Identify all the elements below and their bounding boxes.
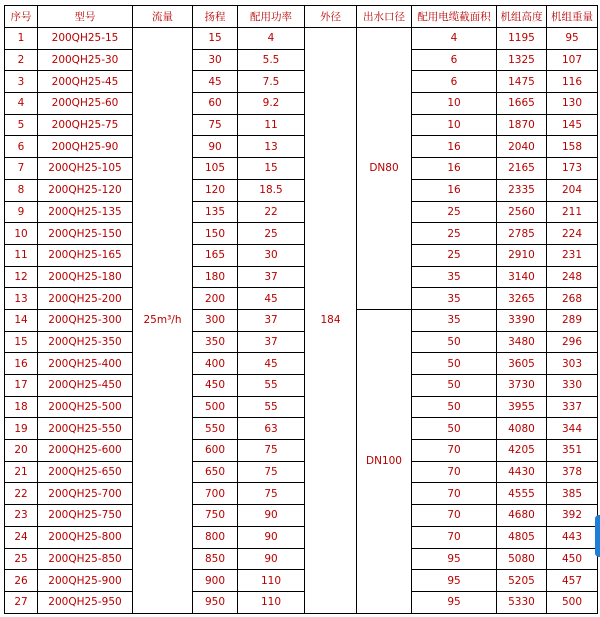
- power-cell: 75: [238, 483, 305, 505]
- head-cell: 400: [193, 353, 238, 375]
- head-cell: 600: [193, 440, 238, 462]
- height-cell: 1195: [497, 28, 547, 50]
- model-cell: 200QH25-300: [38, 309, 133, 331]
- weight-cell: 130: [547, 93, 598, 115]
- row-number-cell: 3: [5, 71, 38, 93]
- model-cell: 200QH25-135: [38, 201, 133, 223]
- power-cell: 11: [238, 114, 305, 136]
- row-number-cell: 18: [5, 396, 38, 418]
- table-row: [5, 418, 598, 440]
- table-row: [5, 440, 598, 462]
- side-tab-handle[interactable]: [595, 515, 600, 557]
- model-cell: 200QH25-400: [38, 353, 133, 375]
- head-cell: 700: [193, 483, 238, 505]
- cable-cell: 16: [412, 136, 497, 158]
- model-cell: 200QH25-60: [38, 93, 133, 115]
- model-cell: 200QH25-30: [38, 49, 133, 71]
- head-cell: 750: [193, 505, 238, 527]
- height-cell: 2165: [497, 158, 547, 180]
- table-row: [5, 331, 598, 353]
- weight-cell: 378: [547, 461, 598, 483]
- model-cell: 200QH25-800: [38, 526, 133, 548]
- row-number-cell: 14: [5, 309, 38, 331]
- table-row: [5, 396, 598, 418]
- head-cell: 200: [193, 288, 238, 310]
- table-row: [5, 93, 598, 115]
- header-cell: 流量: [133, 6, 193, 28]
- cable-cell: 35: [412, 309, 497, 331]
- model-cell: 200QH25-850: [38, 548, 133, 570]
- cable-cell: 70: [412, 483, 497, 505]
- power-cell: 25: [238, 223, 305, 245]
- table-row: [5, 591, 598, 613]
- cable-cell: 35: [412, 266, 497, 288]
- cable-cell: 25: [412, 244, 497, 266]
- power-cell: 15: [238, 158, 305, 180]
- table-row: [5, 309, 598, 331]
- header-cell: 序号: [5, 6, 38, 28]
- cable-cell: 70: [412, 440, 497, 462]
- row-number-cell: 12: [5, 266, 38, 288]
- row-number-cell: 16: [5, 353, 38, 375]
- power-cell: 5.5: [238, 49, 305, 71]
- header-cell: 配用电缆截面积: [412, 6, 497, 28]
- power-cell: 7.5: [238, 71, 305, 93]
- row-number-cell: 8: [5, 179, 38, 201]
- head-cell: 900: [193, 570, 238, 592]
- outer-diameter-cell: 184: [305, 28, 357, 614]
- weight-cell: 204: [547, 179, 598, 201]
- cable-cell: 10: [412, 93, 497, 115]
- table-row: [5, 483, 598, 505]
- height-cell: 3265: [497, 288, 547, 310]
- weight-cell: 145: [547, 114, 598, 136]
- weight-cell: 268: [547, 288, 598, 310]
- header-row: [5, 6, 598, 28]
- row-number-cell: 15: [5, 331, 38, 353]
- row-number-cell: 24: [5, 526, 38, 548]
- model-cell: 200QH25-165: [38, 244, 133, 266]
- cable-cell: 6: [412, 71, 497, 93]
- table-row: [5, 49, 598, 71]
- power-cell: 75: [238, 461, 305, 483]
- row-number-cell: 13: [5, 288, 38, 310]
- height-cell: 4430: [497, 461, 547, 483]
- height-cell: 2040: [497, 136, 547, 158]
- head-cell: 165: [193, 244, 238, 266]
- flow-cell: 25m³/h: [133, 28, 193, 614]
- power-cell: 37: [238, 309, 305, 331]
- cable-cell: 70: [412, 461, 497, 483]
- height-cell: 5330: [497, 591, 547, 613]
- head-cell: 15: [193, 28, 238, 50]
- model-cell: 200QH25-45: [38, 71, 133, 93]
- cable-cell: 25: [412, 223, 497, 245]
- cable-cell: 50: [412, 353, 497, 375]
- head-cell: 350: [193, 331, 238, 353]
- model-cell: 200QH25-600: [38, 440, 133, 462]
- power-cell: 22: [238, 201, 305, 223]
- weight-cell: 211: [547, 201, 598, 223]
- model-cell: 200QH25-650: [38, 461, 133, 483]
- height-cell: 2785: [497, 223, 547, 245]
- power-cell: 55: [238, 396, 305, 418]
- height-cell: 3955: [497, 396, 547, 418]
- weight-cell: 231: [547, 244, 598, 266]
- head-cell: 950: [193, 591, 238, 613]
- row-number-cell: 25: [5, 548, 38, 570]
- head-cell: 650: [193, 461, 238, 483]
- power-cell: 63: [238, 418, 305, 440]
- model-cell: 200QH25-200: [38, 288, 133, 310]
- height-cell: 3605: [497, 353, 547, 375]
- model-cell: 200QH25-90: [38, 136, 133, 158]
- weight-cell: 457: [547, 570, 598, 592]
- cable-cell: 50: [412, 396, 497, 418]
- table-row: [5, 266, 598, 288]
- model-cell: 200QH25-120: [38, 179, 133, 201]
- model-cell: 200QH25-180: [38, 266, 133, 288]
- model-cell: 200QH25-900: [38, 570, 133, 592]
- height-cell: 4555: [497, 483, 547, 505]
- height-cell: 2335: [497, 179, 547, 201]
- height-cell: 3140: [497, 266, 547, 288]
- weight-cell: 303: [547, 353, 598, 375]
- power-cell: 90: [238, 548, 305, 570]
- header-cell: 扬程: [193, 6, 238, 28]
- cable-cell: 35: [412, 288, 497, 310]
- header-cell: 外径: [305, 6, 357, 28]
- header-cell: 机组高度: [497, 6, 547, 28]
- weight-cell: 248: [547, 266, 598, 288]
- cable-cell: 95: [412, 548, 497, 570]
- height-cell: 4205: [497, 440, 547, 462]
- height-cell: 3390: [497, 309, 547, 331]
- power-cell: 13: [238, 136, 305, 158]
- header-cell: 出水口径: [357, 6, 412, 28]
- head-cell: 30: [193, 49, 238, 71]
- row-number-cell: 4: [5, 93, 38, 115]
- weight-cell: 500: [547, 591, 598, 613]
- power-cell: 55: [238, 375, 305, 397]
- cable-cell: 95: [412, 570, 497, 592]
- height-cell: 4080: [497, 418, 547, 440]
- cable-cell: 6: [412, 49, 497, 71]
- row-number-cell: 21: [5, 461, 38, 483]
- outlet-dn100-cell: DN100: [357, 309, 412, 613]
- table-row: [5, 114, 598, 136]
- row-number-cell: 22: [5, 483, 38, 505]
- row-number-cell: 9: [5, 201, 38, 223]
- table-row: [5, 136, 598, 158]
- model-cell: 200QH25-350: [38, 331, 133, 353]
- power-cell: 9.2: [238, 93, 305, 115]
- height-cell: 1665: [497, 93, 547, 115]
- weight-cell: 224: [547, 223, 598, 245]
- table-row: [5, 71, 598, 93]
- head-cell: 150: [193, 223, 238, 245]
- height-cell: 4805: [497, 526, 547, 548]
- model-cell: 200QH25-950: [38, 591, 133, 613]
- row-number-cell: 2: [5, 49, 38, 71]
- height-cell: 2560: [497, 201, 547, 223]
- cable-cell: 4: [412, 28, 497, 50]
- model-cell: 200QH25-150: [38, 223, 133, 245]
- power-cell: 45: [238, 353, 305, 375]
- weight-cell: 392: [547, 505, 598, 527]
- cable-cell: 25: [412, 201, 497, 223]
- table-row: [5, 288, 598, 310]
- head-cell: 135: [193, 201, 238, 223]
- head-cell: 450: [193, 375, 238, 397]
- weight-cell: 344: [547, 418, 598, 440]
- weight-cell: 95: [547, 28, 598, 50]
- power-cell: 110: [238, 591, 305, 613]
- weight-cell: 289: [547, 309, 598, 331]
- row-number-cell: 6: [5, 136, 38, 158]
- height-cell: 3730: [497, 375, 547, 397]
- row-number-cell: 27: [5, 591, 38, 613]
- cable-cell: 50: [412, 375, 497, 397]
- model-cell: 200QH25-550: [38, 418, 133, 440]
- cable-cell: 50: [412, 418, 497, 440]
- head-cell: 180: [193, 266, 238, 288]
- head-cell: 850: [193, 548, 238, 570]
- cable-cell: 16: [412, 158, 497, 180]
- height-cell: 4680: [497, 505, 547, 527]
- weight-cell: 173: [547, 158, 598, 180]
- model-cell: 200QH25-750: [38, 505, 133, 527]
- table-row: [5, 375, 598, 397]
- weight-cell: 385: [547, 483, 598, 505]
- header-cell: 配用功率: [238, 6, 305, 28]
- head-cell: 60: [193, 93, 238, 115]
- weight-cell: 337: [547, 396, 598, 418]
- table-row: [5, 179, 598, 201]
- table-body: [5, 28, 598, 614]
- table-row: [5, 548, 598, 570]
- row-number-cell: 20: [5, 440, 38, 462]
- weight-cell: 450: [547, 548, 598, 570]
- height-cell: 5205: [497, 570, 547, 592]
- table-row: [5, 526, 598, 548]
- model-cell: 200QH25-15: [38, 28, 133, 50]
- height-cell: 1475: [497, 71, 547, 93]
- weight-cell: 330: [547, 375, 598, 397]
- power-cell: 30: [238, 244, 305, 266]
- row-number-cell: 5: [5, 114, 38, 136]
- table-row: [5, 158, 598, 180]
- head-cell: 500: [193, 396, 238, 418]
- table-row: [5, 570, 598, 592]
- head-cell: 75: [193, 114, 238, 136]
- row-number-cell: 7: [5, 158, 38, 180]
- height-cell: 2910: [497, 244, 547, 266]
- height-cell: 1325: [497, 49, 547, 71]
- model-cell: 200QH25-75: [38, 114, 133, 136]
- head-cell: 550: [193, 418, 238, 440]
- row-number-cell: 23: [5, 505, 38, 527]
- model-cell: 200QH25-105: [38, 158, 133, 180]
- table-row: [5, 461, 598, 483]
- power-cell: 4: [238, 28, 305, 50]
- power-cell: 18.5: [238, 179, 305, 201]
- weight-cell: 443: [547, 526, 598, 548]
- cable-cell: 70: [412, 526, 497, 548]
- header-cell: 型号: [38, 6, 133, 28]
- model-cell: 200QH25-450: [38, 375, 133, 397]
- table-row: [5, 201, 598, 223]
- weight-cell: 296: [547, 331, 598, 353]
- height-cell: 5080: [497, 548, 547, 570]
- cable-cell: 50: [412, 331, 497, 353]
- pump-spec-table: [4, 5, 598, 614]
- row-number-cell: 10: [5, 223, 38, 245]
- cable-cell: 10: [412, 114, 497, 136]
- weight-cell: 351: [547, 440, 598, 462]
- power-cell: 90: [238, 505, 305, 527]
- row-number-cell: 19: [5, 418, 38, 440]
- table-row: [5, 505, 598, 527]
- cable-cell: 16: [412, 179, 497, 201]
- header-cell: 机组重量: [547, 6, 598, 28]
- row-number-cell: 26: [5, 570, 38, 592]
- power-cell: 37: [238, 331, 305, 353]
- model-cell: 200QH25-700: [38, 483, 133, 505]
- table-row: [5, 223, 598, 245]
- head-cell: 90: [193, 136, 238, 158]
- model-cell: 200QH25-500: [38, 396, 133, 418]
- power-cell: 45: [238, 288, 305, 310]
- outlet-dn80-cell: DN80: [357, 28, 412, 310]
- weight-cell: 107: [547, 49, 598, 71]
- head-cell: 45: [193, 71, 238, 93]
- power-cell: 110: [238, 570, 305, 592]
- row-number-cell: 11: [5, 244, 38, 266]
- height-cell: 1870: [497, 114, 547, 136]
- head-cell: 105: [193, 158, 238, 180]
- row-number-cell: 1: [5, 28, 38, 50]
- cable-cell: 70: [412, 505, 497, 527]
- head-cell: 300: [193, 309, 238, 331]
- head-cell: 120: [193, 179, 238, 201]
- power-cell: 75: [238, 440, 305, 462]
- weight-cell: 158: [547, 136, 598, 158]
- height-cell: 3480: [497, 331, 547, 353]
- power-cell: 37: [238, 266, 305, 288]
- cable-cell: 95: [412, 591, 497, 613]
- table-row: [5, 353, 598, 375]
- table-row: [5, 28, 598, 50]
- row-number-cell: 17: [5, 375, 38, 397]
- table-row: [5, 244, 598, 266]
- weight-cell: 116: [547, 71, 598, 93]
- head-cell: 800: [193, 526, 238, 548]
- power-cell: 90: [238, 526, 305, 548]
